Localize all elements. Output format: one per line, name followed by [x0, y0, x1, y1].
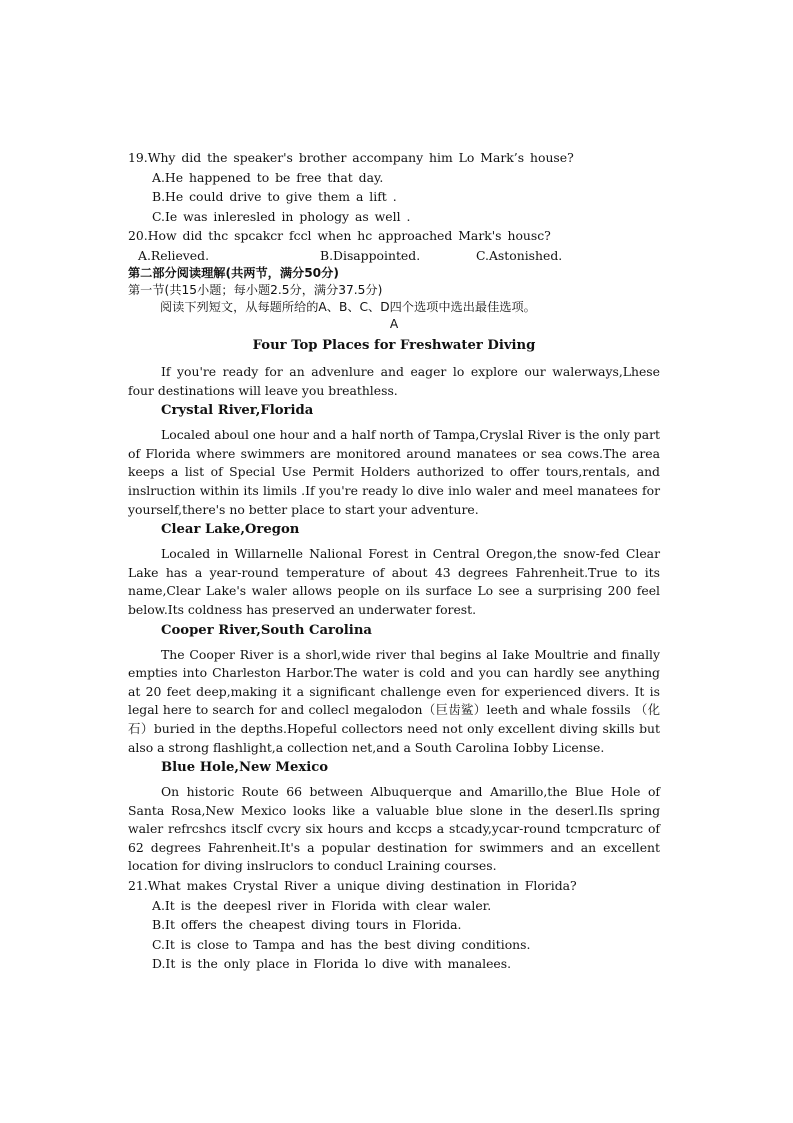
place-heading-crystal-river: Crystal River,Florida: [161, 403, 314, 419]
passage-letter: A: [389, 317, 399, 331]
place-heading-cooper-river: Cooper River,South Carolina: [161, 622, 372, 638]
q21-option-a: A.It is the deepesl river in Florida with clear waler.: [152, 897, 492, 913]
passage-intro: If you're ready for an advenlure and eager lo explore our walerways,Lhese four destinations will leave you breathless.: [128, 364, 660, 398]
place-heading-blue-hole: Blue Hole,New Mexico: [161, 760, 329, 776]
q20-option-c: C.Astonished.: [476, 247, 563, 263]
instruction-text: 阅读下列短文，从每题所给的A、B、C、D四个选项中选出最佳选项。: [160, 300, 536, 314]
q19-option-a: A.He happened to be free that day.: [152, 169, 384, 185]
place-heading-clear-lake: Clear Lake,Oregon: [161, 522, 300, 538]
q20-options: [128, 246, 660, 266]
place-text-crystal-river: Localed aboul one hour and a half north of Tampa,Cryslal River is the only part of Florida where swimmers are monitored around manatees or sea cows.The area keeps a list of Special Use Permit Holders authorized to offer tours,rentals, and inslruction within its limils .If you're ready lo dive inlo waler and meel manatees for yourself,there's no better place to start your adventure.: [128, 427, 660, 517]
q19-option-b: B.He could drive to give them a lift .: [152, 189, 397, 204]
q20-option-b: B.Disappointed.: [320, 247, 421, 263]
q21-stem: 21.What makes Crystal River a unique diving destination in Florida?: [128, 878, 577, 894]
place-text-blue-hole: On historic Route 66 between Albuquerque and Amarillo,the Blue Hole of Santa Rosa,New Mexico looks like a valuable blue slone in the deserl.Ils spring waler refrcshcs itsclf cvcry six hours and kccps a stcady,ycar-round tcmpcraturc of 62 degrees Fahrenheit.It's a popular destination for swimmers and an excellent location for diving inslruclors to conducl Lraining courses.: [128, 784, 660, 874]
section1-heading: 第一节(共15小题；每小题2.5分，满分37.5分): [128, 283, 383, 297]
q21-option-c: C.It is close to Tampa and has the best diving conditions.: [152, 936, 531, 952]
place-text-clear-lake: Localed in Willarnelle Nalional Forest in Central Oregon,the snow-fed Clear Lake has a year-round temperature of about 43 degrees Fahrenheit.True to its name,Clear Lake's waler allows people on ils surface Lo see a surprising 200 feel below.Its coldness has preserved an underwater forest.: [128, 546, 660, 617]
q20-option-a: A.Relieved.: [138, 247, 210, 263]
q19-stem: 19.Why did the speaker's brother accompany him Lo Mark’s house?: [128, 150, 574, 165]
q21-option-b: B.It offers the cheapest diving tours in Florida.: [152, 917, 462, 933]
q20-stem: 20.How did thc spcakcr fccl when hc approached Mark's housc?: [128, 228, 551, 243]
q21-option-d: D.It is the only place in Florida lo dive with manalees.: [152, 956, 512, 972]
q19-option-c: C.Ie was inleresled in phology as well .: [152, 208, 411, 224]
part2-heading: 第二部分阅读理解(共两节，满分50分): [128, 266, 339, 280]
exam-page: [128, 148, 660, 974]
place-text-cooper-river: The Cooper River is a shorl,wide river thal begins al Iake Moultrie and finally empties into Charleston Harbor.The water is cold and you can hardly see anything at 20 feet deep,making it a significant challenge even for experienced divers. It is legal here to search for and collecl megalodon（巨齿鲨）leeth and whale fossils （化石）buried in the depths.Hopeful collectors need not only excellent diving skills but also a strong flashlight,a collection net,and a South Carolina Iobby License.: [128, 646, 660, 755]
passage-title: Four Top Places for Freshwater Diving: [252, 338, 536, 353]
